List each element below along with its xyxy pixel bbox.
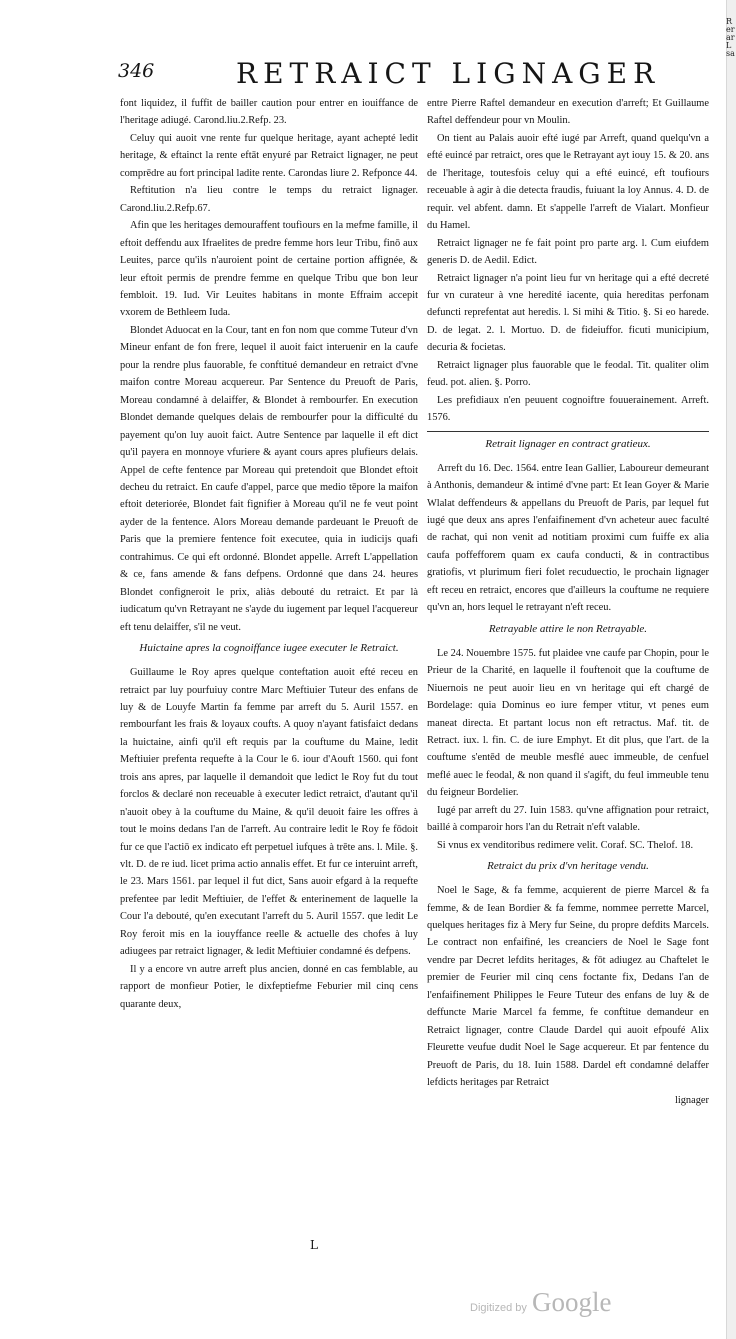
paragraph: Arreft du 16. Dec. 1564. entre Iean Gallier, Laboureur demeurant à Anthonis, demandeur & intimé d'vne part: Et Iean Goyer & Marie Wlalat deffendeurs & appellans du Preuoft de Paris, par lequel fut iugé que deux ans apres l'enfaifinement d'vn acheteur auec faculté de rachat, qui non venit ad notitiam proximi cum fuiffe ex alia caufa poffefforem quam ex caufa conducti, & in contractibus gratiofis, vt plurimum fieri folet recuduectio, le prochain lignager eft receu en retraict, encores que d'ailleurs la couftume ne requiere qu'vn an, hors lequel le retrayant n'eft receu. xyxy=(427,462,709,614)
paragraph: Les prefidiaux n'en peuuent cognoiftre fouuerainement. Arreft. 1576. xyxy=(427,394,709,424)
right-column xyxy=(427,95,709,1255)
paragraph: Afin que les heritages demouraffent toufiours en la mefme famille, il eftoit deffendu aux Ifraelites de predre femme hors leur Tribu, finō aux Leuites, parce qu'ils n'auroient point de certaine portion affignée, & leur eftoit permis de prendre femme en quelque Tribu que bon leur fembloit. 19. Iud. Vir Leuites habitans in monte Effraim accepit vxorem de Bethleem Iuda. xyxy=(120,220,418,319)
page-edge xyxy=(726,0,736,1339)
page-edge-text: Rer ar L sa xyxy=(726,17,735,58)
running-title: RETRAICT LIGNAGER xyxy=(236,57,661,90)
section-heading: Retrayable attire le non Retrayable. xyxy=(488,622,648,635)
paragraph: On tient au Palais auoir efté iugé par Arreft, quand quelqu'vn a efté euincé par retraict, ores que le Retrayant ayt iouy 15. & 20. ans de l'heritage, toutesfois celuy qui a efté euincé, eft toufiours receuable à agir à die detecta fraudis, fuiuant la loy Annus. 4. D. de requir. vel abfent. damn. Et s'appelle l'arreft de Vialart. Monfieur du Hamel. xyxy=(427,132,709,232)
section-heading: Retrait lignager en contract gratieux. xyxy=(427,431,709,452)
paragraph: Retraict lignager n'a point lieu fur vn heritage qui a efté decreté fur vn curateur à vne heredité iacente, quia hereditas perfonam defuncti reprefentat aut heredis. l. Si mihi & Titio. §. Si eo harede. D. de legat. 2. l. Mortuo. D. de fideiuffor. ficuti municipium, decuria & focietas. xyxy=(427,272,709,354)
left-column xyxy=(120,95,418,1255)
catchword: lignager xyxy=(674,1094,709,1106)
paragraph: Noel le Sage, & fa femme, acquierent de pierre Marcel & fa femme, & de Iean Bordier & fa femme, nommee perrette Marcel, quelques heritages fiz à Mery fur Seine, du propre defdits Marcels. Le contract non enfaifiné, les creanciers de Noel le Sage font vendre par Decret lefdits heritages, & fōt adiugez au Chaftelet le premier de Feurier mil cinq cens foctante fix, Dedans l'an de l'enfaifinement Philippes le Feure Tuteur des enfans de luy & de deffuncte Marie Marcel fa femme, fe conftitue demandeur en Retraict lignager, contre Claude Dardel qui auoit efpoufé Alix Fleurette veufue dudit Noel le Sage acquereur. Et par fentence du Preuoft de Paris, du 18. Iuin 1588. Dardel eft condamné delaffer lefdicts heritages par Retraict xyxy=(427,885,709,1089)
paragraph: font liquidez, il fuffit de bailler caution pour entrer en iouiffance de l'heritage adiugé. Carond.liu.2.Refp. 23. xyxy=(120,98,418,127)
section-heading: Huictaine apres la cognoiffance iugee executer le Retraict. xyxy=(139,642,399,655)
paragraph: Il y a encore vn autre arreft plus ancien, donné en cas femblable, au rapport de monfieur Potier, le dixfeptiefme Feburier mil cinq cens quarante deux, xyxy=(120,963,418,1010)
page-number: 346 xyxy=(118,60,155,82)
paragraph: entre Pierre Raftel demandeur en execution d'arreft; Et Guillaume Raftel deffendeur pour vn Moulin. xyxy=(427,98,709,127)
google-logo: Google xyxy=(531,1287,612,1317)
digitized-by-text: Digitized by xyxy=(470,1302,527,1314)
paragraph: Reftitution n'a lieu contre le temps du retraict lignager. Carond.liu.2.Refp.67. xyxy=(120,185,418,214)
paragraph: Blondet Aduocat en la Cour, tant en fon nom que comme Tuteur d'vn Mineur enfant de fon frere, lequel il auoit faict interuenir en la caufe pour la rendre plus fauorable, fe conftitué demandeur en retraict d'vne maifon contre Moreau acquereur. Par Sentence du Preuoft de Paris, Moreau condamné à delaiffer, & Blondet à rembourfer. En execution Blondet demande quelques delais de rembourfer pour la difficulté du payement qu'on luy auoit faict. Autre Sentence par laquelle il eft dict qu'il payera en monnoye vfuriere & ayant cours apres plufieurs delais. Appel de cefte fentence par Moreau qui pretendoit que Blondet eftoit decheu du retraict. En caufe d'appel, parce que medio tēpore la maifon eftoit deteriorée, Blondet fait fignifier à Moreau qu'il ne fe veut point ayder de la fentence. Alors Moreau demande pardeuant le Preuoft de Paris que la premiere fentence foit executee, quia in iudicijs quafi contrahimus. Ce qui eft ordonné. Blondet appelle. Arreft L'appellation & ce, fans amende & fans defpens. Ordonné que dans 24. heures Blondet configneroit le prix, aliàs debouté du retraict. Et par là iudicatum qu'vn Retrayant ne s'ayde du iugement par lequel l'acquereur eft tenu delaiffer, s'il ne veut. xyxy=(120,324,418,633)
digitized-watermark xyxy=(470,1287,611,1318)
paragraph: Retraict lignager plus fauorable que le feodal. Tit. qualiter olim feud. pot. alien. §. Porro. xyxy=(427,359,709,389)
paragraph: Retraict lignager ne fe fait point pro parte arg. l. Cum eiufdem generis D. de Aedil. Edict. xyxy=(427,237,709,267)
signature-mark: L xyxy=(310,1238,318,1252)
paragraph: Le 24. Nouembre 1575. fut plaidee vne caufe par Chopin, pour le Prieur de la Charité, en laquelle il fouftenoit que la couftume de Niuernois ne peut auoir lieu en vn heritage qui eft chargé de Bordelage: quia Dominus eo iure femper vtitur, vt penes eum maneat directa. Et partant locus non eft retractus. Maf. tit. de Retract. iux. l. fin. C. de iure Emphyt. Et dit plus, que l'art. de la couftume s'entēd de meuble mesflé auec immeuble, de cenfuel meflé auec le feodal, & non quand il s'agift, du feul immeuble tenu du feigneur Bordelier. xyxy=(427,647,709,799)
paragraph: Si vnus ex venditoribus redimere velit. Coraf. SC. Thelof. 18. xyxy=(437,839,694,851)
paragraph: Iugé par arreft du 27. Iuin 1583. qu'vne affignation pour retraict, baillé à comparoir hors l'an du Retrait n'eft valable. xyxy=(427,804,709,834)
section-heading: Retraict du prix d'vn heritage vendu. xyxy=(487,860,649,873)
paragraph: Guillaume le Roy apres quelque conteftation auoit efté receu en retraict par luy pourfuiuy contre Marc Meftiuier Tuteur des enfans de luy & de Louyfe Martin fa femme par arreft du 5. Auril 1557. en rembourfant les frais & loyaux coufts. A quoy n'ayant fatisfaict dedans la huictaine, ainfi qu'il eft requis par la couftume du Maine, ledit Meftiuier prefenta requefte à la Cour le 6. iour d'Aouft 1560. qui font trois ans apres, par laquelle il demandoit que ledict le Roy fut du tout forclos & declaré non receuable à executer ledict retraict, d'autant qu'il n'auoit obey à la couftume du Maine, & qu'il deuoit faire les offres à tout le moins dedans l'an de l'arreft. Au contraire ledit le Roy fe fōdoit fur ce que l'actiō ex indicato eft perpetuel iufques à trēte ans. l. Mile. §. vlt. D. de re iud. licet prima actio annalis effet. Et fur ce interuint arreft, le 23. Mars 1561. par lequel il fut dict, Sans auoir efgard à la requefte prefentee par ledit Meftiuier, de l'effet & enterinement de laquelle la Cour l'a debouté, qu'en executant l'arreft du 5. Auril 1557. que ledit Le Roy feroit mis en la iouyffance reelle & actuelle des chofes à luy adiugees par retraict lignager, & ledit Meftiuier condamné és defpens. xyxy=(120,667,418,958)
paragraph: Celuy qui auoit vne rente fur quelque heritage, ayant achepté ledit heritage, & eftainct la rente eftāt enyuré par Retraict lignager, ne peut comprēdre au fort principal ladite rente. Carondas liure 2. Refponce 44. xyxy=(120,132,418,179)
